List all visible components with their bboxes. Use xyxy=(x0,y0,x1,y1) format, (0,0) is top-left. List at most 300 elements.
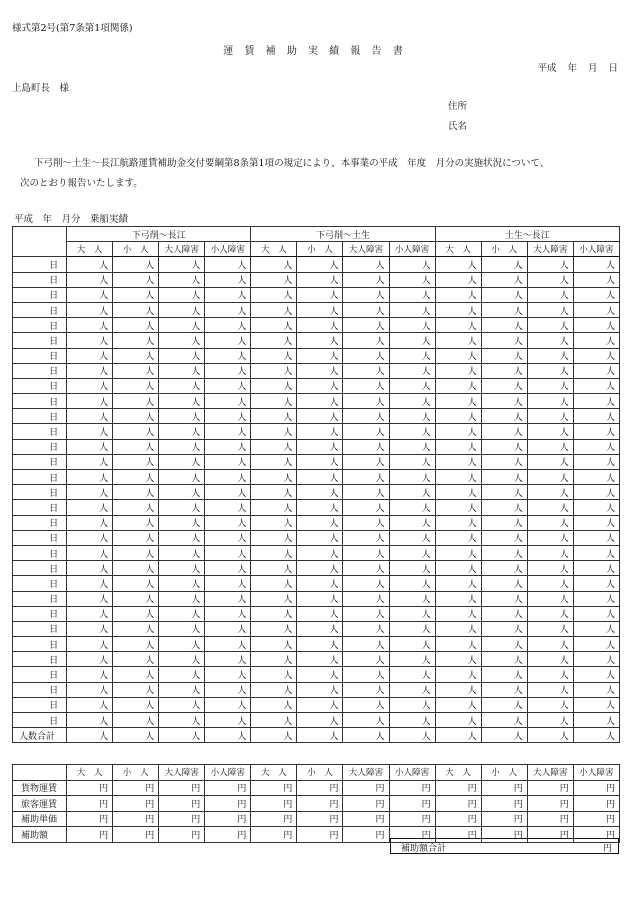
count-cell: 人 xyxy=(389,667,435,682)
count-cell: 人 xyxy=(481,272,527,287)
count-cell: 人 xyxy=(527,257,573,272)
day-cell: 日 xyxy=(13,318,67,333)
count-cell: 人 xyxy=(251,318,297,333)
count-cell: 人 xyxy=(113,591,159,606)
day-cell: 日 xyxy=(13,257,67,272)
count-cell: 人 xyxy=(343,530,389,545)
amount-cell: 円 xyxy=(251,780,297,796)
count-cell: 人 xyxy=(343,363,389,378)
count-cell: 人 xyxy=(67,713,113,728)
count-cell: 人 xyxy=(527,424,573,439)
count-cell: 人 xyxy=(435,287,481,302)
count-cell: 人 xyxy=(343,561,389,576)
count-cell: 人 xyxy=(251,257,297,272)
day-cell: 日 xyxy=(13,697,67,712)
amount-cell: 円 xyxy=(67,780,113,796)
day-cell: 日 xyxy=(13,394,67,409)
count-cell: 人 xyxy=(343,302,389,317)
count-cell: 人 xyxy=(251,713,297,728)
count-cell: 人 xyxy=(481,697,527,712)
day-cell: 日 xyxy=(13,515,67,530)
category-header: 小 人 xyxy=(481,765,527,781)
count-cell: 人 xyxy=(389,515,435,530)
corner-cell xyxy=(13,765,67,781)
amount-cell: 円 xyxy=(251,811,297,827)
summary-row-label: 旅客運賃 xyxy=(13,796,67,812)
count-cell: 人 xyxy=(527,637,573,652)
count-cell: 人 xyxy=(527,500,573,515)
count-cell: 人 xyxy=(205,500,251,515)
count-cell: 人 xyxy=(481,424,527,439)
count-cell: 人 xyxy=(435,561,481,576)
summary-row xyxy=(13,811,620,827)
count-cell: 人 xyxy=(113,318,159,333)
day-cell: 日 xyxy=(13,637,67,652)
category-header: 大 人 xyxy=(67,765,113,781)
category-header: 大人障害 xyxy=(159,765,205,781)
count-cell: 人 xyxy=(113,697,159,712)
count-cell: 人 xyxy=(343,713,389,728)
amount-cell: 円 xyxy=(159,811,205,827)
total-cell: 人 xyxy=(159,728,205,743)
count-cell: 人 xyxy=(573,606,619,621)
count-cell: 人 xyxy=(67,682,113,697)
count-cell: 人 xyxy=(159,500,205,515)
amount-cell: 円 xyxy=(435,827,481,843)
summary-row-label: 貨物運賃 xyxy=(13,780,67,796)
grand-total-box xyxy=(390,838,619,854)
route-header: 下弓削～長江 xyxy=(67,227,251,242)
count-cell: 人 xyxy=(573,318,619,333)
category-header: 大 人 xyxy=(67,242,113,257)
count-cell: 人 xyxy=(527,470,573,485)
count-cell: 人 xyxy=(389,621,435,636)
count-cell: 人 xyxy=(251,272,297,287)
count-cell: 人 xyxy=(435,652,481,667)
count-cell: 人 xyxy=(113,621,159,636)
count-cell: 人 xyxy=(573,637,619,652)
count-cell: 人 xyxy=(435,576,481,591)
count-cell: 人 xyxy=(113,515,159,530)
count-cell: 人 xyxy=(343,333,389,348)
count-cell: 人 xyxy=(297,318,343,333)
amount-cell: 円 xyxy=(205,780,251,796)
count-cell: 人 xyxy=(527,652,573,667)
count-cell: 人 xyxy=(297,591,343,606)
count-cell: 人 xyxy=(297,394,343,409)
count-cell: 人 xyxy=(113,363,159,378)
count-cell: 人 xyxy=(159,287,205,302)
count-cell: 人 xyxy=(435,333,481,348)
table-row xyxy=(13,515,620,530)
day-cell: 日 xyxy=(13,682,67,697)
amount-cell: 円 xyxy=(573,827,619,843)
count-cell: 人 xyxy=(205,637,251,652)
count-cell: 人 xyxy=(573,621,619,636)
count-cell: 人 xyxy=(527,378,573,393)
count-cell: 人 xyxy=(297,257,343,272)
count-cell: 人 xyxy=(389,394,435,409)
count-cell: 人 xyxy=(67,394,113,409)
count-cell: 人 xyxy=(343,470,389,485)
count-cell: 人 xyxy=(389,713,435,728)
count-cell: 人 xyxy=(389,652,435,667)
table-row xyxy=(13,545,620,560)
count-cell: 人 xyxy=(297,621,343,636)
count-cell: 人 xyxy=(205,697,251,712)
category-header: 小人障害 xyxy=(389,242,435,257)
count-cell: 人 xyxy=(251,363,297,378)
amount-cell: 円 xyxy=(573,811,619,827)
count-cell: 人 xyxy=(67,470,113,485)
table-row xyxy=(13,530,620,545)
count-cell: 人 xyxy=(113,667,159,682)
table-row xyxy=(13,591,620,606)
count-cell: 人 xyxy=(573,287,619,302)
section-title: 平成 年 月分 乗船実績 xyxy=(14,214,129,225)
count-cell: 人 xyxy=(297,576,343,591)
count-cell: 人 xyxy=(297,287,343,302)
count-cell: 人 xyxy=(297,637,343,652)
count-cell: 人 xyxy=(159,545,205,560)
count-cell: 人 xyxy=(527,606,573,621)
count-cell: 人 xyxy=(481,439,527,454)
date-line: 平成 年 月 日 xyxy=(537,63,618,74)
count-cell: 人 xyxy=(205,682,251,697)
amount-cell: 円 xyxy=(481,780,527,796)
count-cell: 人 xyxy=(67,637,113,652)
amount-cell: 円 xyxy=(113,827,159,843)
count-cell: 人 xyxy=(343,682,389,697)
category-header: 大 人 xyxy=(251,765,297,781)
count-cell: 人 xyxy=(159,713,205,728)
count-cell: 人 xyxy=(343,424,389,439)
count-cell: 人 xyxy=(481,621,527,636)
count-cell: 人 xyxy=(481,378,527,393)
count-cell: 人 xyxy=(113,454,159,469)
amount-cell: 円 xyxy=(481,796,527,812)
amount-cell: 円 xyxy=(389,827,435,843)
count-cell: 人 xyxy=(389,378,435,393)
count-cell: 人 xyxy=(67,439,113,454)
count-cell: 人 xyxy=(67,409,113,424)
day-cell: 日 xyxy=(13,378,67,393)
ridership-table xyxy=(12,226,620,743)
count-cell: 人 xyxy=(251,576,297,591)
count-cell: 人 xyxy=(389,606,435,621)
count-cell: 人 xyxy=(481,652,527,667)
count-cell: 人 xyxy=(67,272,113,287)
body-text-line-2: 次のとおり報告いたします。 xyxy=(20,178,143,189)
count-cell: 人 xyxy=(159,333,205,348)
count-cell: 人 xyxy=(343,318,389,333)
category-header: 大人障害 xyxy=(159,242,205,257)
amount-cell: 円 xyxy=(481,811,527,827)
count-cell: 人 xyxy=(573,302,619,317)
count-cell: 人 xyxy=(251,667,297,682)
count-cell: 人 xyxy=(435,272,481,287)
count-cell: 人 xyxy=(573,454,619,469)
count-cell: 人 xyxy=(435,713,481,728)
count-cell: 人 xyxy=(205,287,251,302)
count-cell: 人 xyxy=(527,667,573,682)
day-cell: 日 xyxy=(13,667,67,682)
count-cell: 人 xyxy=(343,348,389,363)
amount-cell: 円 xyxy=(159,796,205,812)
count-cell: 人 xyxy=(67,333,113,348)
count-cell: 人 xyxy=(527,318,573,333)
category-header: 小人障害 xyxy=(205,242,251,257)
amount-cell: 円 xyxy=(297,780,343,796)
count-cell: 人 xyxy=(159,439,205,454)
count-cell: 人 xyxy=(527,454,573,469)
count-cell: 人 xyxy=(527,348,573,363)
amount-cell: 円 xyxy=(343,780,389,796)
count-cell: 人 xyxy=(159,530,205,545)
count-cell: 人 xyxy=(159,637,205,652)
count-cell: 人 xyxy=(251,424,297,439)
count-cell: 人 xyxy=(435,591,481,606)
category-header: 大人障害 xyxy=(343,765,389,781)
day-cell: 日 xyxy=(13,272,67,287)
count-cell: 人 xyxy=(113,637,159,652)
table-row xyxy=(13,257,620,272)
table-row xyxy=(13,667,620,682)
count-cell: 人 xyxy=(527,697,573,712)
count-cell: 人 xyxy=(205,318,251,333)
count-cell: 人 xyxy=(435,637,481,652)
count-cell: 人 xyxy=(67,363,113,378)
count-cell: 人 xyxy=(251,394,297,409)
count-cell: 人 xyxy=(67,576,113,591)
count-cell: 人 xyxy=(481,470,527,485)
count-cell: 人 xyxy=(67,515,113,530)
count-cell: 人 xyxy=(343,257,389,272)
count-cell: 人 xyxy=(389,348,435,363)
count-cell: 人 xyxy=(297,713,343,728)
count-cell: 人 xyxy=(113,652,159,667)
table-row xyxy=(13,652,620,667)
total-cell: 人 xyxy=(481,728,527,743)
count-cell: 人 xyxy=(389,318,435,333)
count-cell: 人 xyxy=(573,485,619,500)
count-cell: 人 xyxy=(573,713,619,728)
table-row xyxy=(13,394,620,409)
count-cell: 人 xyxy=(435,378,481,393)
count-cell: 人 xyxy=(435,439,481,454)
count-cell: 人 xyxy=(481,318,527,333)
count-cell: 人 xyxy=(527,561,573,576)
table-row xyxy=(13,409,620,424)
day-cell: 日 xyxy=(13,333,67,348)
count-cell: 人 xyxy=(527,439,573,454)
count-cell: 人 xyxy=(297,500,343,515)
count-cell: 人 xyxy=(573,682,619,697)
total-cell: 人 xyxy=(573,728,619,743)
amount-cell: 円 xyxy=(297,827,343,843)
day-cell: 日 xyxy=(13,348,67,363)
amount-cell: 円 xyxy=(435,796,481,812)
count-cell: 人 xyxy=(343,485,389,500)
count-cell: 人 xyxy=(205,713,251,728)
count-cell: 人 xyxy=(67,545,113,560)
count-cell: 人 xyxy=(67,530,113,545)
count-cell: 人 xyxy=(251,591,297,606)
amount-cell: 円 xyxy=(389,780,435,796)
count-cell: 人 xyxy=(481,333,527,348)
amount-cell: 円 xyxy=(113,780,159,796)
table-row xyxy=(13,470,620,485)
count-cell: 人 xyxy=(573,530,619,545)
amount-cell: 円 xyxy=(159,780,205,796)
count-cell: 人 xyxy=(389,272,435,287)
count-cell: 人 xyxy=(573,378,619,393)
count-cell: 人 xyxy=(159,591,205,606)
count-cell: 人 xyxy=(67,606,113,621)
category-header: 小 人 xyxy=(297,765,343,781)
count-cell: 人 xyxy=(343,652,389,667)
count-cell: 人 xyxy=(159,652,205,667)
count-cell: 人 xyxy=(205,606,251,621)
count-cell: 人 xyxy=(205,378,251,393)
count-cell: 人 xyxy=(251,515,297,530)
total-label: 人数合計 xyxy=(13,728,67,743)
day-cell: 日 xyxy=(13,470,67,485)
count-cell: 人 xyxy=(435,394,481,409)
day-cell: 日 xyxy=(13,576,67,591)
amount-cell: 円 xyxy=(297,811,343,827)
count-cell: 人 xyxy=(527,302,573,317)
count-cell: 人 xyxy=(297,348,343,363)
name-label: 氏名 xyxy=(448,121,468,132)
total-cell: 人 xyxy=(67,728,113,743)
count-cell: 人 xyxy=(251,652,297,667)
count-cell: 人 xyxy=(481,713,527,728)
count-cell: 人 xyxy=(205,652,251,667)
count-cell: 人 xyxy=(389,333,435,348)
count-cell: 人 xyxy=(113,485,159,500)
count-cell: 人 xyxy=(435,545,481,560)
count-cell: 人 xyxy=(527,545,573,560)
category-header: 小 人 xyxy=(481,242,527,257)
count-cell: 人 xyxy=(251,606,297,621)
table-row xyxy=(13,606,620,621)
count-cell: 人 xyxy=(67,424,113,439)
count-cell: 人 xyxy=(297,378,343,393)
table-row xyxy=(13,439,620,454)
count-cell: 人 xyxy=(573,576,619,591)
count-cell: 人 xyxy=(527,591,573,606)
category-header: 大人障害 xyxy=(527,765,573,781)
table-row xyxy=(13,363,620,378)
count-cell: 人 xyxy=(205,272,251,287)
count-cell: 人 xyxy=(389,697,435,712)
count-cell: 人 xyxy=(67,561,113,576)
count-cell: 人 xyxy=(67,454,113,469)
corner-cell xyxy=(13,227,67,257)
day-cell: 日 xyxy=(13,454,67,469)
count-cell: 人 xyxy=(435,697,481,712)
count-cell: 人 xyxy=(205,333,251,348)
count-cell: 人 xyxy=(481,500,527,515)
count-cell: 人 xyxy=(297,439,343,454)
count-cell: 人 xyxy=(343,287,389,302)
count-cell: 人 xyxy=(573,424,619,439)
table-row xyxy=(13,454,620,469)
amount-cell: 円 xyxy=(389,811,435,827)
count-cell: 人 xyxy=(113,394,159,409)
total-cell: 人 xyxy=(205,728,251,743)
count-cell: 人 xyxy=(481,454,527,469)
count-cell: 人 xyxy=(251,348,297,363)
count-cell: 人 xyxy=(573,409,619,424)
count-cell: 人 xyxy=(573,439,619,454)
count-cell: 人 xyxy=(481,515,527,530)
count-cell: 人 xyxy=(343,409,389,424)
day-cell: 日 xyxy=(13,652,67,667)
category-header: 大 人 xyxy=(435,242,481,257)
category-header: 小 人 xyxy=(113,242,159,257)
day-cell: 日 xyxy=(13,485,67,500)
addressee: 上島町長 様 xyxy=(12,83,70,94)
count-cell: 人 xyxy=(389,439,435,454)
amount-cell: 円 xyxy=(251,796,297,812)
amount-cell: 円 xyxy=(573,796,619,812)
count-cell: 人 xyxy=(251,561,297,576)
table-row xyxy=(13,561,620,576)
count-cell: 人 xyxy=(251,439,297,454)
table-row xyxy=(13,424,620,439)
count-cell: 人 xyxy=(159,621,205,636)
count-cell: 人 xyxy=(481,667,527,682)
count-cell: 人 xyxy=(389,591,435,606)
total-cell: 人 xyxy=(297,728,343,743)
count-cell: 人 xyxy=(159,682,205,697)
count-cell: 人 xyxy=(113,713,159,728)
table-row xyxy=(13,621,620,636)
count-cell: 人 xyxy=(527,485,573,500)
count-cell: 人 xyxy=(251,530,297,545)
count-cell: 人 xyxy=(159,394,205,409)
amount-cell: 円 xyxy=(343,796,389,812)
count-cell: 人 xyxy=(113,682,159,697)
amount-cell: 円 xyxy=(67,827,113,843)
count-cell: 人 xyxy=(435,515,481,530)
count-cell: 人 xyxy=(113,333,159,348)
count-cell: 人 xyxy=(435,302,481,317)
body-text-line-1: 下弓削～土生～長江航路運賃補助金交付要綱第8条第1項の規定により、本事業の平成 年度 月分の実施状況について、 xyxy=(34,158,550,169)
count-cell: 人 xyxy=(251,302,297,317)
count-cell: 人 xyxy=(343,621,389,636)
count-cell: 人 xyxy=(205,394,251,409)
count-cell: 人 xyxy=(205,530,251,545)
grand-total-label: 補助額合計 xyxy=(401,844,447,854)
count-cell: 人 xyxy=(113,424,159,439)
count-cell: 人 xyxy=(435,621,481,636)
amount-cell: 円 xyxy=(67,811,113,827)
count-cell: 人 xyxy=(435,348,481,363)
day-cell: 日 xyxy=(13,713,67,728)
count-cell: 人 xyxy=(67,485,113,500)
count-cell: 人 xyxy=(343,454,389,469)
count-cell: 人 xyxy=(205,561,251,576)
day-cell: 日 xyxy=(13,545,67,560)
count-cell: 人 xyxy=(113,545,159,560)
amount-cell: 円 xyxy=(205,796,251,812)
count-cell: 人 xyxy=(205,621,251,636)
count-cell: 人 xyxy=(435,682,481,697)
count-cell: 人 xyxy=(343,439,389,454)
